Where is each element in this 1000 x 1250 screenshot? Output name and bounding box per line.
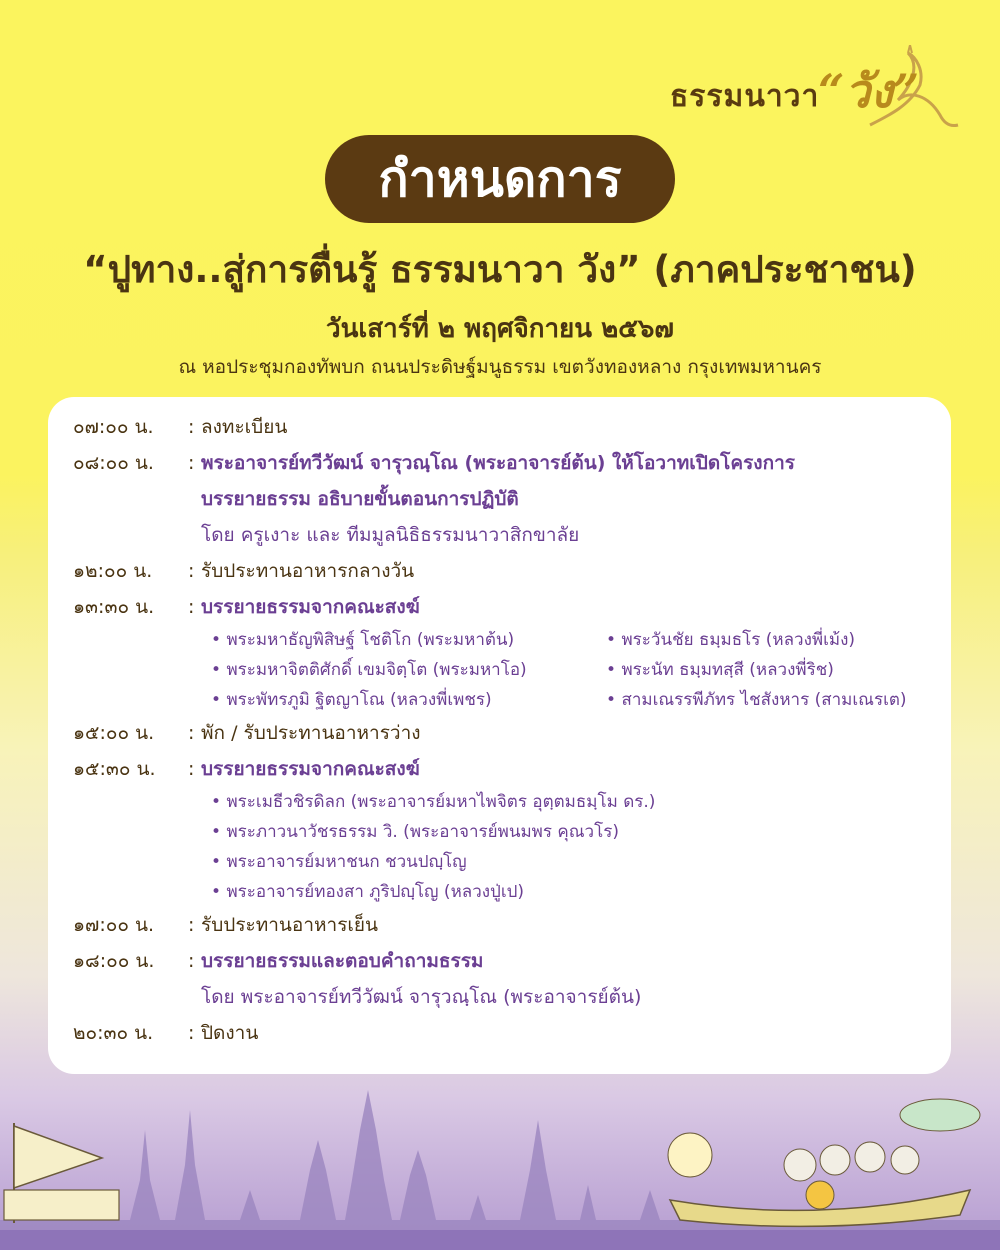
schedule-row (73, 409, 951, 445)
schedule-row (73, 907, 951, 943)
monk-list (211, 625, 951, 715)
row-text: บรรยายธรรมจากคณะสงฆ์ (201, 596, 420, 618)
row-text: พัก / รับประทานอาหารว่าง (201, 722, 421, 744)
row-text: รับประทานอาหารเย็น (201, 914, 379, 936)
row-time: ๐๘:๐๐ น. (73, 452, 154, 474)
row-text: ลงทะเบียน (201, 416, 288, 438)
row-time: ๒๐:๓๐ น. (73, 1022, 154, 1044)
event-subtitle: “ปูทาง..สู่การตื่นรู้ ธรรมนาวา วัง” (ภาคประชาชน) (83, 248, 917, 291)
schedule-row (73, 445, 951, 553)
logo-wang: “วัง” (818, 64, 920, 118)
monk-item: • พระวันชัย ธมฺมธโร (หลวงพี่เม้ง) (606, 625, 946, 655)
row-colon: : (188, 560, 195, 582)
row-colon: : (188, 950, 195, 972)
row-colon: : (188, 722, 195, 744)
monk-item: • พระภาวนาวัชรธรรม วิ. (พระอาจารย์พนมพร คุณวโร) (211, 817, 951, 847)
schedule-card (48, 397, 951, 1074)
monk-item: • พระอาจารย์ทองสา ภูริปญฺโญ (หลวงปู่เป) (211, 877, 951, 907)
boat-doodle-icon (650, 1095, 990, 1235)
row-colon: : (188, 758, 195, 780)
row-text: บรรยายธรรม อธิบายขั้นตอนการปฏิบัติ (201, 488, 519, 510)
page-title: กำหนดการ (325, 135, 675, 223)
row-colon: : (188, 416, 195, 438)
flag-doodle-icon (2, 1118, 122, 1228)
row-time: ๐๗:๐๐ น. (73, 416, 154, 438)
event-date: วันเสาร์ที่ ๒ พฤศจิกายน ๒๕๖๗ (326, 314, 674, 344)
monk-item: • พระมหาธัญพิสิษฐ์ โชติโก (พระมหาต้น) (211, 625, 606, 655)
row-text: รับประทานอาหารกลางวัน (201, 560, 415, 582)
row-time: ๑๕:๓๐ น. (73, 758, 156, 780)
row-text: บรรยายธรรมและตอบคำถามธรรม (201, 950, 484, 972)
monk-item: • พระเมธีวชิรดิลก (พระอาจารย์มหาไพจิตร อุตฺตมธมฺโม ดร.) (211, 787, 951, 817)
schedule-row (73, 751, 951, 907)
row-time: ๑๗:๐๐ น. (73, 914, 155, 936)
monk-item: • พระพัทรภูมิ ฐิตญาโณ (หลวงพี่เพชร) (211, 685, 606, 715)
row-time: ๑๕:๐๐ น. (73, 722, 155, 744)
row-colon: : (188, 1022, 195, 1044)
row-text: โดย ครูเงาะ และ ทีมมูลนิธิธรรมนาวาสิกขาลัย (201, 524, 580, 546)
schedule-row (73, 553, 951, 589)
schedule-row (73, 943, 951, 1015)
row-colon: : (188, 452, 195, 474)
row-time: ๑๘:๐๐ น. (73, 950, 155, 972)
monk-item: • สามเณรรพีภัทร ไชสังหาร (สามเณรเต) (606, 685, 946, 715)
monk-item: • พระมหาจิตติศักดิ์ เขมจิตฺโต (พระมหาโอ) (211, 655, 606, 685)
monk-list (211, 787, 951, 907)
logo (650, 45, 960, 135)
event-venue: ณ หอประชุมกองทัพบก ถนนประดิษฐ์มนูธรรม เขตวังทองหลาง กรุงเทพมหานคร (178, 356, 822, 378)
row-colon: : (188, 596, 195, 618)
row-colon: : (188, 914, 195, 936)
row-text: พระอาจารย์ทวีวัฒน์ จารุวณฺโณ (พระอาจารย์ต้น) ให้โอวาทเปิดโครงการ (201, 452, 795, 474)
monk-item: • พระนัท ธมฺมทสฺสี (หลวงพี่ริช) (606, 655, 946, 685)
row-time: ๑๓:๓๐ น. (73, 596, 155, 618)
schedule-row (73, 1015, 951, 1051)
logo-text: ธรรมนาวา (670, 79, 820, 114)
schedule-row (73, 589, 951, 715)
row-text: บรรยายธรรมจากคณะสงฆ์ (201, 758, 420, 780)
row-text: โดย พระอาจารย์ทวีวัฒน์ จารุวณฺโณ (พระอาจารย์ต้น) (201, 986, 642, 1008)
schedule-row (73, 715, 951, 751)
row-time: ๑๒:๐๐ น. (73, 560, 153, 582)
monk-item: • พระอาจารย์มหาชนก ชวนปญฺโญ (211, 847, 951, 877)
row-text: ปิดงาน (201, 1022, 259, 1044)
